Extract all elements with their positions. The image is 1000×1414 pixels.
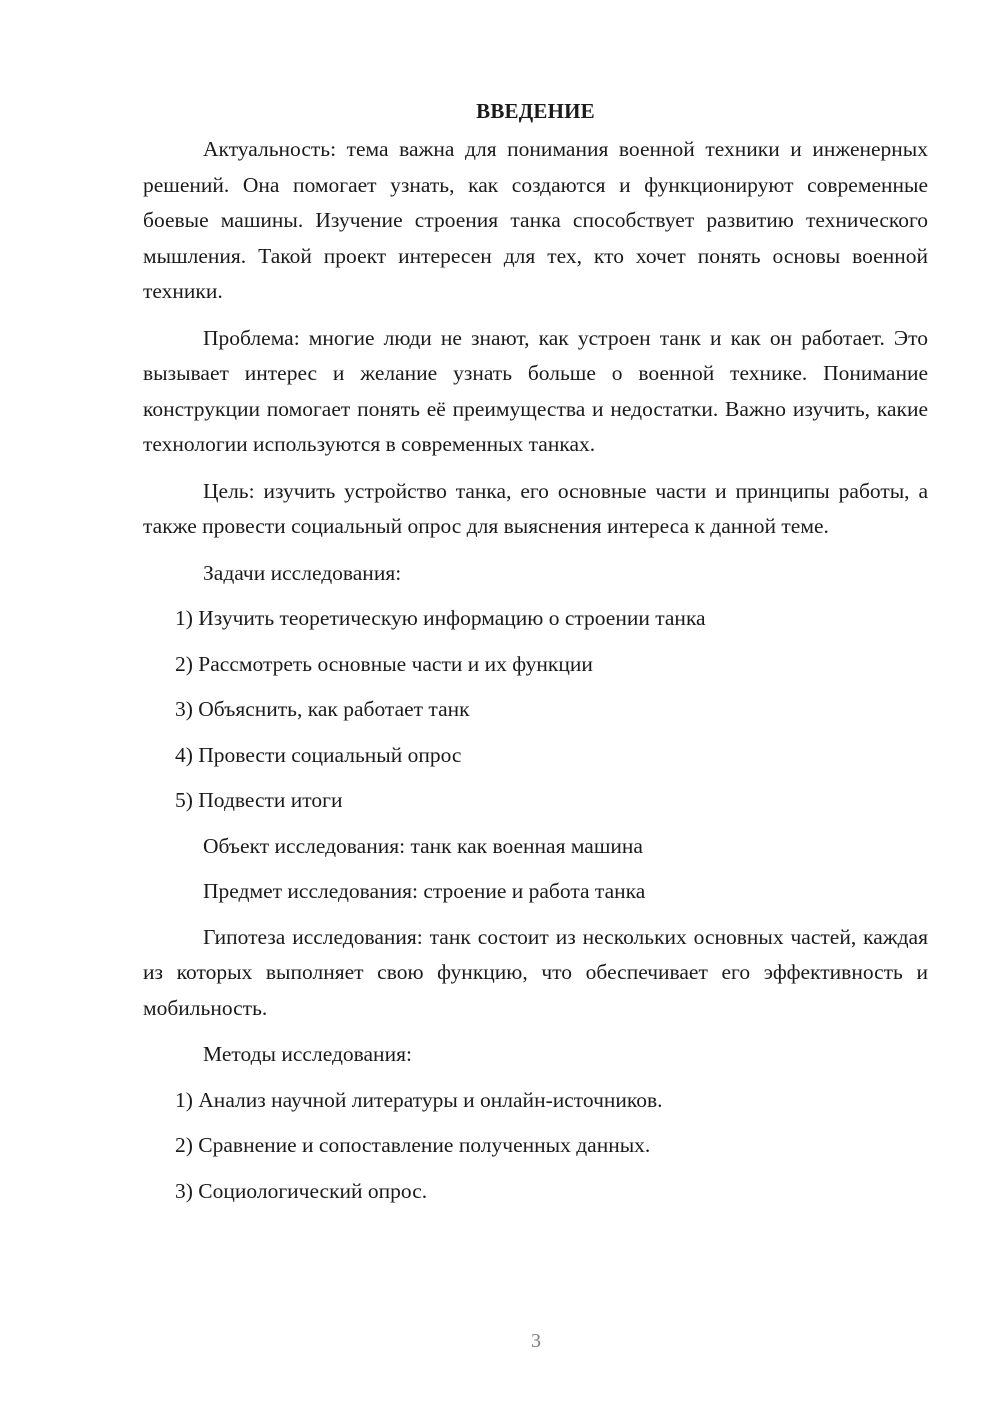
task-item: 3) Объяснить, как работает танк [175,697,470,721]
research-subject: Предмет исследования: строение и работа танка [203,879,646,903]
document-page [143,96,928,1219]
task-item: 4) Провести социальный опрос [175,742,462,767]
task-item: 1) Изучить теоретическую информацию о строении танка [175,606,706,630]
task-item: 2) Рассмотреть основные части и их функции [175,651,593,676]
relevance-paragraph: Актуальность: тема важна для понимания военной техники и инженерных решений. Она помогает узнать, как создаются и функционируют современные боевые машины. Изучение строения танка способствует развитию технического мышления. Такой проект интересен для тех, кто хочет понять основы военной техники. [143,137,928,303]
methods-heading: Методы исследования: [203,1042,412,1066]
method-item: 1) Анализ научной литературы и онлайн-источников. [175,1087,663,1112]
goal-paragraph: Цель: изучить устройство танка, его основные части и принципы работы, а также провести социальный опрос для выяснения интереса к данной теме. [143,478,928,538]
hypothesis-paragraph: Гипотеза исследования: танк состоит из нескольких основных частей, каждая из которых выполняет свою функцию, что обеспечивает его эффективность и мобильность. [143,924,928,1020]
research-object: Объект исследования: танк как военная машина [203,833,643,858]
problem-paragraph: Проблема: многие люди не знают, как устроен танк и как он работает. Это вызывает интерес и желание узнать больше о военной технике. Понимание конструкции помогает понять её преимущества и недостатки. Важно изучить, какие технологии используются в современных танках. [143,325,928,456]
task-item: 5) Подвести итоги [175,788,343,812]
method-item: 2) Сравнение и сопоставление полученных данных. [175,1133,651,1157]
tasks-heading: Задачи исследования: [203,560,402,585]
page-title: ВВЕДЕНИЕ [476,99,595,123]
page-number: 3 [531,1330,541,1352]
method-item: 3) Социологический опрос. [175,1178,428,1203]
